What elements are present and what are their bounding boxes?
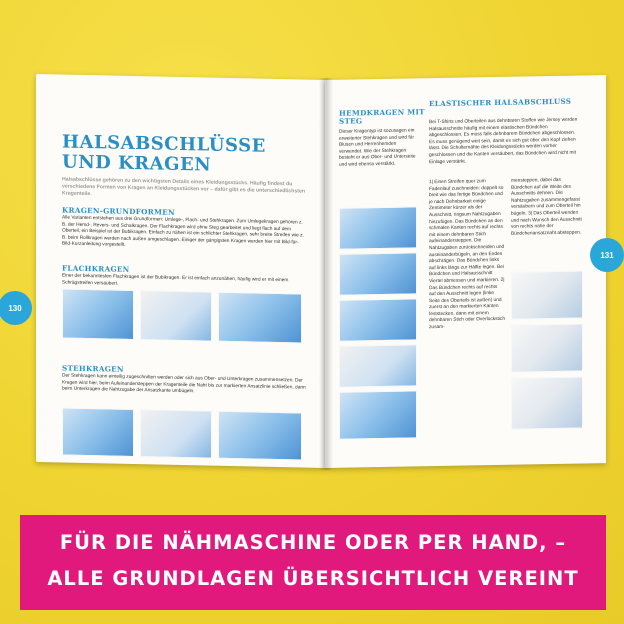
text-steps-continued: mensteppen, dabei das Bündchen auf die Weite des Ausschnitts dehnen. Die Nahtzugaben zusammengefasst versäubern und zum Oberteil hin bügeln. 3| Das Oberteil wenden und nach Wunsch den Ausschnitt von rechts nahe der Bündchenansatznaht absteppen. xyxy=(511,177,582,237)
photo-stehkragen-3 xyxy=(218,411,302,461)
open-book xyxy=(36,58,614,472)
intro-text: Halsabschlüsse gehören zu den wichtigsten Details eines Kleidungsstücks. Häufig findest du verschiedene Formen von Kragen an Kleidungsstücken vor – dafür gibt es die unterschiedlichsten Kragenteile. xyxy=(62,176,306,198)
page-number-left: 130 xyxy=(8,303,22,313)
right-page xyxy=(325,75,606,468)
photo-hemdkragen-2 xyxy=(339,252,417,295)
photo-elastisch-2 xyxy=(511,323,583,372)
photo-elastisch-3 xyxy=(511,376,583,429)
photo-flachkragen-1 xyxy=(62,288,134,340)
photo-hemdkragen-4 xyxy=(339,344,417,387)
page-title-line1: HALSABSCHLÜSSE xyxy=(62,131,266,157)
heading-flachkragen: FLACHKRAGEN xyxy=(62,263,130,274)
heading-kragen-grundformen: KRAGEN-GRUNDFORMEN xyxy=(62,205,175,217)
heading-stehkragen: STEHKRAGEN xyxy=(62,363,124,374)
banner-line2: ALLE GRUNDLAGEN ÜBERSICHTLICH VEREINT xyxy=(47,567,579,590)
text-steps: 1| Einen Streifen quer zum Fadenlauf zuschneiden: doppelt so breit wie das fertige Bündchen und je nach Dehnbarkeit einige Zentimeter kürzer als der Ausschnitt, ringsum Nahtzugaben hinzufügen. Das Bündchen an den schmalen Kanten rechts auf rechts mit einem dehnbaren Stich aufeinandersteppen. Die Nahtzugaben zurückschneiden und auseinanderbügeln, an den Enden abschrägen. Das Bündchen links auf links längs zur Hälfte legen. Bei Bündchen und Halsausschnitt Viertel abmessen und markieren. 2| Das Bündchen rechts auf rechts auf den Ausschnitt legen (linke Seite des Oberteils ist außen) und zuerst an den markierten Kanten feststecken, dann mit einem dehnbaren Stich oder Overlockstich zusam- xyxy=(429,179,505,331)
page-title-line2: UND KRAGEN xyxy=(62,151,212,176)
heading-hemdkragen: HEMDKRAGEN MIT STEG xyxy=(339,107,425,126)
heading-elastischer-halsabschluss: ELASTISCHER HALSABSCHLUSS xyxy=(429,96,572,109)
photo-stehkragen-2 xyxy=(140,409,212,459)
photo-flachkragen-3 xyxy=(218,292,302,344)
photo-elastisch-1 xyxy=(511,270,583,319)
text-stehkragen: Der Stehkragen kann einteilig zugeschnitten werden oder sich aus Ober- und Unterkragen zusammensetzen. Der Kragen wird hier, beim Aufeinandersteppen der Kragenteile die Naht bis zur markierten Ansatzlinie schließen, dann beim Unterkragen die Nahtzugabe der Ansatzkante umbügeln. xyxy=(62,373,306,395)
photo-hemdkragen-5 xyxy=(339,390,417,439)
text-flachkragen: Einer der bekanntesten Flachkragen ist der Bubikragen. Er ist einfach anzunähen, häufig wird er mit einem Schrägstreifen versäubert. xyxy=(62,273,289,287)
photo-hemdkragen-1 xyxy=(339,206,417,249)
photo-hemdkragen-3 xyxy=(339,298,417,341)
page-number-right: 131 xyxy=(600,250,614,260)
text-kragen-grundformen: Alle Varianten entstehen aus drei Grundformen: Umlege-, Flach- und Stehkragen. Zum Umlegekragen gehören z. B. der Hemd-, Revers- und Schalkragen. Der Flachkragen wird ohne Steg gearbeitet und liegt flach auf dem Oberteil, ein Beispiel ist der Bubikragen. Einfach zu nähen ist ein schlichter Stehkragen, sehr breite Streifen wie z. B. beim Rollkragen werden nach außen umgeschlagen. Einiger der gängigsten Kragen werden hier mit Bild-für-Bild-Kurzanleitung vorgestellt. xyxy=(62,215,304,249)
book-gutter xyxy=(319,78,333,470)
promo-banner xyxy=(20,515,606,610)
left-page xyxy=(36,74,325,468)
photo-stehkragen-1 xyxy=(62,407,134,457)
text-elastischer-halsabschluss: Bei T-Shirts und Oberteilen aus dehnbaren Stoffen wie Jersey werden Halsausschnitte häufig mit einem elastischen Bündchen abgeschlossen. Es muss falls dehnbarem Bündchen abgeschlossen. Es muss genügend weit sein, damit es sich gut über den Kopf ziehen lässt. Die Schulternähte des Kleidungsstücks werden vorher geschlossen und die Kanten versäubert, das Bündchen wird nicht mit Einlage verstärkt. xyxy=(429,117,578,165)
page-number-tab-right xyxy=(590,238,624,272)
photo-flachkragen-2 xyxy=(140,290,212,342)
banner-line1: FÜR DIE NÄHMASCHINE ODER PER HAND, – xyxy=(59,531,567,554)
text-hemdkragen: Dieser Kragentyp ist sozusagen ein erweiterter Stehkragen und wird für Blusen und Herrenhemden verwendet. Wie der Stehkragen besteht er aus Ober- und Unterseite und wird ebenso verstärkt. xyxy=(339,128,416,168)
